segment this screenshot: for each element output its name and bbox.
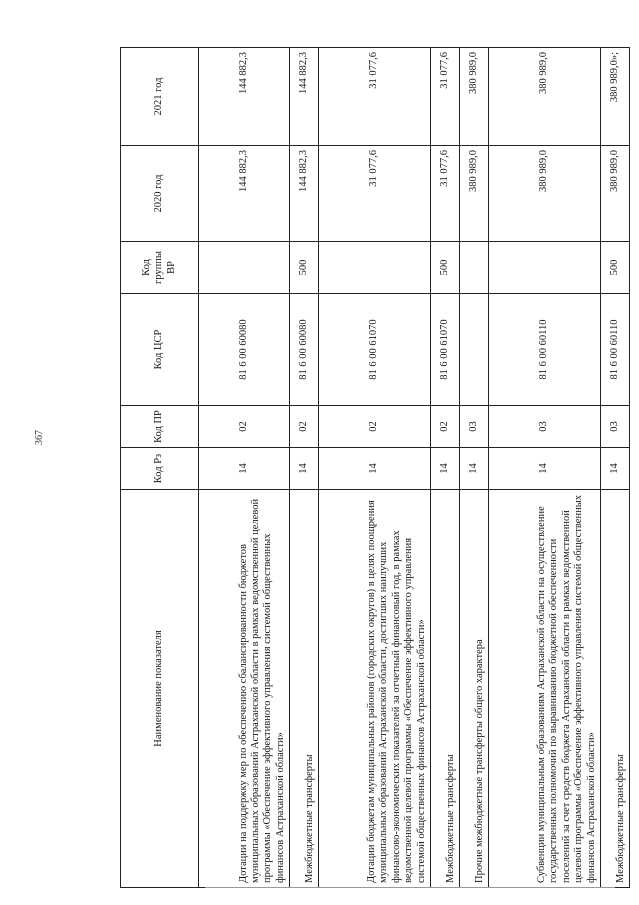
row-2021: 380 989,0 xyxy=(460,48,489,146)
row-vr xyxy=(319,242,431,294)
header-rz: Код Рз xyxy=(121,448,199,490)
row-pr: 02 xyxy=(430,406,459,448)
row-vr xyxy=(460,242,489,294)
row-2021: 380 989,0 xyxy=(489,48,601,146)
row-name: Межбюджетные трансферты xyxy=(430,490,459,888)
row-name: Субвенции муниципальным образованиям Астраханской области на осуществление государственных полномочий по выравниванию бюджетной обеспеченности поселений за счет средств бюджета Астраханской области в рамках ведомственной целевой программы «Обеспечение эффективного управления системой общественных финансов Астраханской области» xyxy=(489,490,601,888)
row-pr: 03 xyxy=(600,406,629,448)
row-2020: 380 989,0 xyxy=(460,146,489,242)
row-name: Межбюджетные трансферты xyxy=(290,490,319,888)
row-2020: 31 077,6 xyxy=(319,146,431,242)
row-name: Прочие межбюджетные трансферты общего характера xyxy=(460,490,489,888)
row-2021: 31 077,6 xyxy=(319,48,431,146)
table-row xyxy=(460,48,489,888)
header-2021: 2021 год xyxy=(121,48,199,146)
header-vr: Код группы ВР xyxy=(121,242,199,294)
row-vr: 500 xyxy=(600,242,629,294)
header-pr: Код ПР xyxy=(121,406,199,448)
row-2021: 144 882,3 xyxy=(199,48,290,146)
row-pr: 02 xyxy=(319,406,431,448)
rotated-table-wrapper xyxy=(120,48,630,888)
table-header-row xyxy=(121,48,199,888)
row-2020: 380 989,0 xyxy=(489,146,601,242)
row-vr xyxy=(489,242,601,294)
row-2020: 144 882,3 xyxy=(290,146,319,242)
row-rz: 14 xyxy=(489,448,601,490)
row-csr: 81 6 00 60080 xyxy=(199,294,290,406)
row-csr xyxy=(460,294,489,406)
row-vr: 500 xyxy=(430,242,459,294)
row-csr: 81 6 00 60080 xyxy=(290,294,319,406)
row-2020: 31 077,6 xyxy=(430,146,459,242)
row-name: Межбюджетные трансферты xyxy=(600,490,629,888)
row-csr: 81 6 00 61070 xyxy=(430,294,459,406)
header-csr: Код ЦСР xyxy=(121,294,199,406)
table-row xyxy=(430,48,459,888)
row-csr: 81 6 00 61070 xyxy=(319,294,431,406)
row-pr: 02 xyxy=(290,406,319,448)
row-rz: 14 xyxy=(600,448,629,490)
row-csr: 81 6 00 60110 xyxy=(600,294,629,406)
header-name: Наименование показателя xyxy=(121,490,199,888)
table-row xyxy=(600,48,629,888)
row-rz: 14 xyxy=(290,448,319,490)
row-pr: 03 xyxy=(460,406,489,448)
row-pr: 03 xyxy=(489,406,601,448)
row-csr: 81 6 00 60110 xyxy=(489,294,601,406)
row-2021: 144 882,3 xyxy=(290,48,319,146)
row-2021: 31 077,6 xyxy=(430,48,459,146)
row-2021: 380 989,0»; xyxy=(600,48,629,146)
bottom-rule xyxy=(205,887,615,888)
row-rz: 14 xyxy=(430,448,459,490)
row-rz: 14 xyxy=(319,448,431,490)
table-row xyxy=(290,48,319,888)
header-2020: 2020 год xyxy=(121,146,199,242)
table-row xyxy=(319,48,431,888)
row-vr xyxy=(199,242,290,294)
row-name: Дотации бюджетам муниципальных районов (городских округов) в целях поощрения муниципальных образований Астраханской области, достигших наилучших финансово-экономических показателей за отчетный финансовый год, в рамках ведомственной целевой программы «Обеспечение эффективного управления системой общественных финансов Астраханской области» xyxy=(319,490,431,888)
row-2020: 144 882,3 xyxy=(199,146,290,242)
row-rz: 14 xyxy=(199,448,290,490)
table-row xyxy=(489,48,601,888)
row-vr: 500 xyxy=(290,242,319,294)
budget-table xyxy=(120,47,630,888)
table-row xyxy=(199,48,290,888)
row-pr: 02 xyxy=(199,406,290,448)
row-rz: 14 xyxy=(460,448,489,490)
row-2020: 380 989,0 xyxy=(600,146,629,242)
row-name: Дотации на поддержку мер по обеспечению сбалансированности бюджетов муниципальных образований Астраханской области в рамках ведомственной целевой программы «Обеспечение эффективного управления системой общественных финансов Астраханской области» xyxy=(199,490,290,888)
page-number: 367 xyxy=(34,430,45,445)
